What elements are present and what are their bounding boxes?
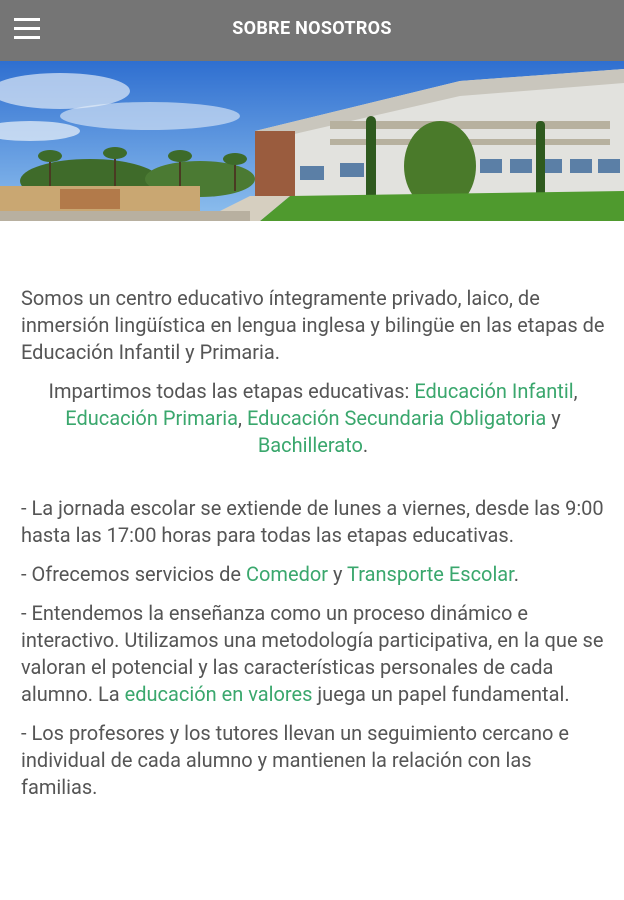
school-banner-image <box>0 61 624 221</box>
app-bar <box>0 0 624 61</box>
stages-lead: Impartimos todas las etapas educativas: <box>48 379 415 403</box>
teaching-paragraph <box>21 600 605 708</box>
page-title: SOBRE NOSOTROS <box>232 18 392 39</box>
separator: , <box>573 379 578 403</box>
link-educacion-infantil[interactable]: Educación Infantil <box>414 379 574 403</box>
link-transporte-escolar[interactable]: Transporte Escolar <box>347 562 514 586</box>
link-bachillerato[interactable]: Bachillerato <box>257 433 363 457</box>
teaching-lead: - Entendemos la enseñanza como un proceso dinámico e interactivo. Utilizamos una metodología participativa, en la que se valoran el potencial y las características personales de cada alumno. La <box>21 601 604 706</box>
separator: y <box>328 562 348 586</box>
separator: , <box>238 406 247 430</box>
separator: . <box>513 562 520 586</box>
link-comedor[interactable]: Comedor <box>246 562 329 586</box>
services-lead: - Ofrecemos servicios de <box>21 562 246 586</box>
separator: y <box>546 406 561 430</box>
services-paragraph <box>21 561 605 588</box>
schedule-paragraph: - La jornada escolar se extiende de lunes a viernes, desde las 9:00 hasta las 17:00 horas para todas las etapas educativas. <box>21 496 604 547</box>
about-content <box>21 285 605 813</box>
teachers-paragraph: - Los profesores y los tutores llevan un seguimiento cercano e individual de cada alumno y mantienen la relación con las familias. <box>21 721 569 799</box>
intro-paragraph: Somos un centro educativo íntegramente privado, laico, de inmersión lingüística en lengua inglesa y bilingüe en las etapas de Educación Infantil y Primaria. <box>21 286 605 364</box>
link-educacion-secundaria[interactable]: Educación Secundaria Obligatoria <box>246 406 547 430</box>
link-educacion-primaria[interactable]: Educación Primaria <box>65 406 239 430</box>
stages-paragraph <box>21 378 605 459</box>
separator: . <box>362 433 369 457</box>
link-educacion-en-valores[interactable]: educación en valores <box>124 682 313 706</box>
teaching-end: juega un papel fundamental. <box>312 682 570 706</box>
